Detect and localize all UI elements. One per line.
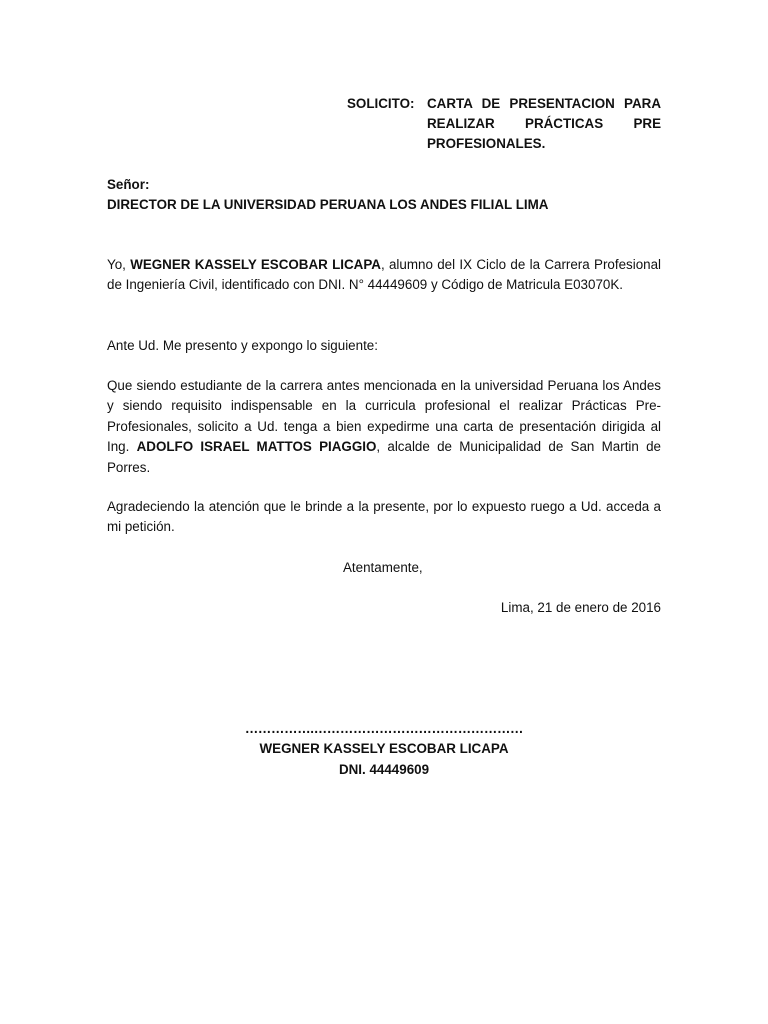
recipient: DIRECTOR DE LA UNIVERSIDAD PERUANA LOS ANDES FILIAL LIMA: [107, 197, 549, 212]
paragraph-statement: Ante Ud. Me presento y expongo lo siguiente:: [107, 338, 378, 353]
subject-line-1: CARTA DE PRESENTACION PARA: [427, 96, 661, 111]
closing: Atentamente,: [343, 560, 423, 575]
subject-block: [347, 94, 661, 154]
paragraph-thanks: Agradeciendo la atención que le brinde a la presente, por lo expuesto ruego a Ud. acceda a mi petición.: [107, 499, 661, 535]
signature-block: [184, 720, 584, 780]
signature-line: …………….…………………………………………: [244, 721, 524, 736]
subject-line-3: PROFESIONALES.: [427, 136, 546, 151]
mayor-name: ADOLFO ISRAEL MATTOS PIAGGIO: [136, 439, 377, 455]
signer-dni: DNI. 44449609: [338, 762, 430, 777]
paragraph-introduction: [107, 255, 661, 296]
request-suffix: , alcalde de Municipalidad de San Martin de Porres.: [107, 439, 661, 475]
intro-prefix: Yo,: [107, 257, 131, 272]
request-prefix: Que siendo estudiante de la carrera antes mencionada en la universidad Peruana los Andes y siendo requisito indispensable en la curricula profesional el realizar Prácticas Pre-Profesionales, solicito a Ud. tenga a bien expedirme una carta de presentación dirigida al Ing.: [107, 378, 661, 455]
student-name: WEGNER KASSELY ESCOBAR LICAPA: [130, 257, 381, 272]
salutation: Señor:: [107, 177, 150, 192]
subject-line-2: REALIZAR PRÁCTICAS PRE: [427, 116, 661, 131]
paragraph-request: [107, 376, 661, 478]
subject-first-line: [347, 94, 661, 114]
addressee-block: [107, 175, 667, 215]
subject-label: SOLICITO:: [347, 96, 415, 111]
date: Lima, 21 de enero de 2016: [500, 600, 661, 615]
intro-suffix: , alumno del IX Ciclo de la Carrera Profesional de Ingeniería Civil, identificado con DNI. N° 44449609 y Código de Matricula E03070K.: [107, 257, 662, 293]
signer-name: WEGNER KASSELY ESCOBAR LICAPA: [259, 741, 509, 756]
